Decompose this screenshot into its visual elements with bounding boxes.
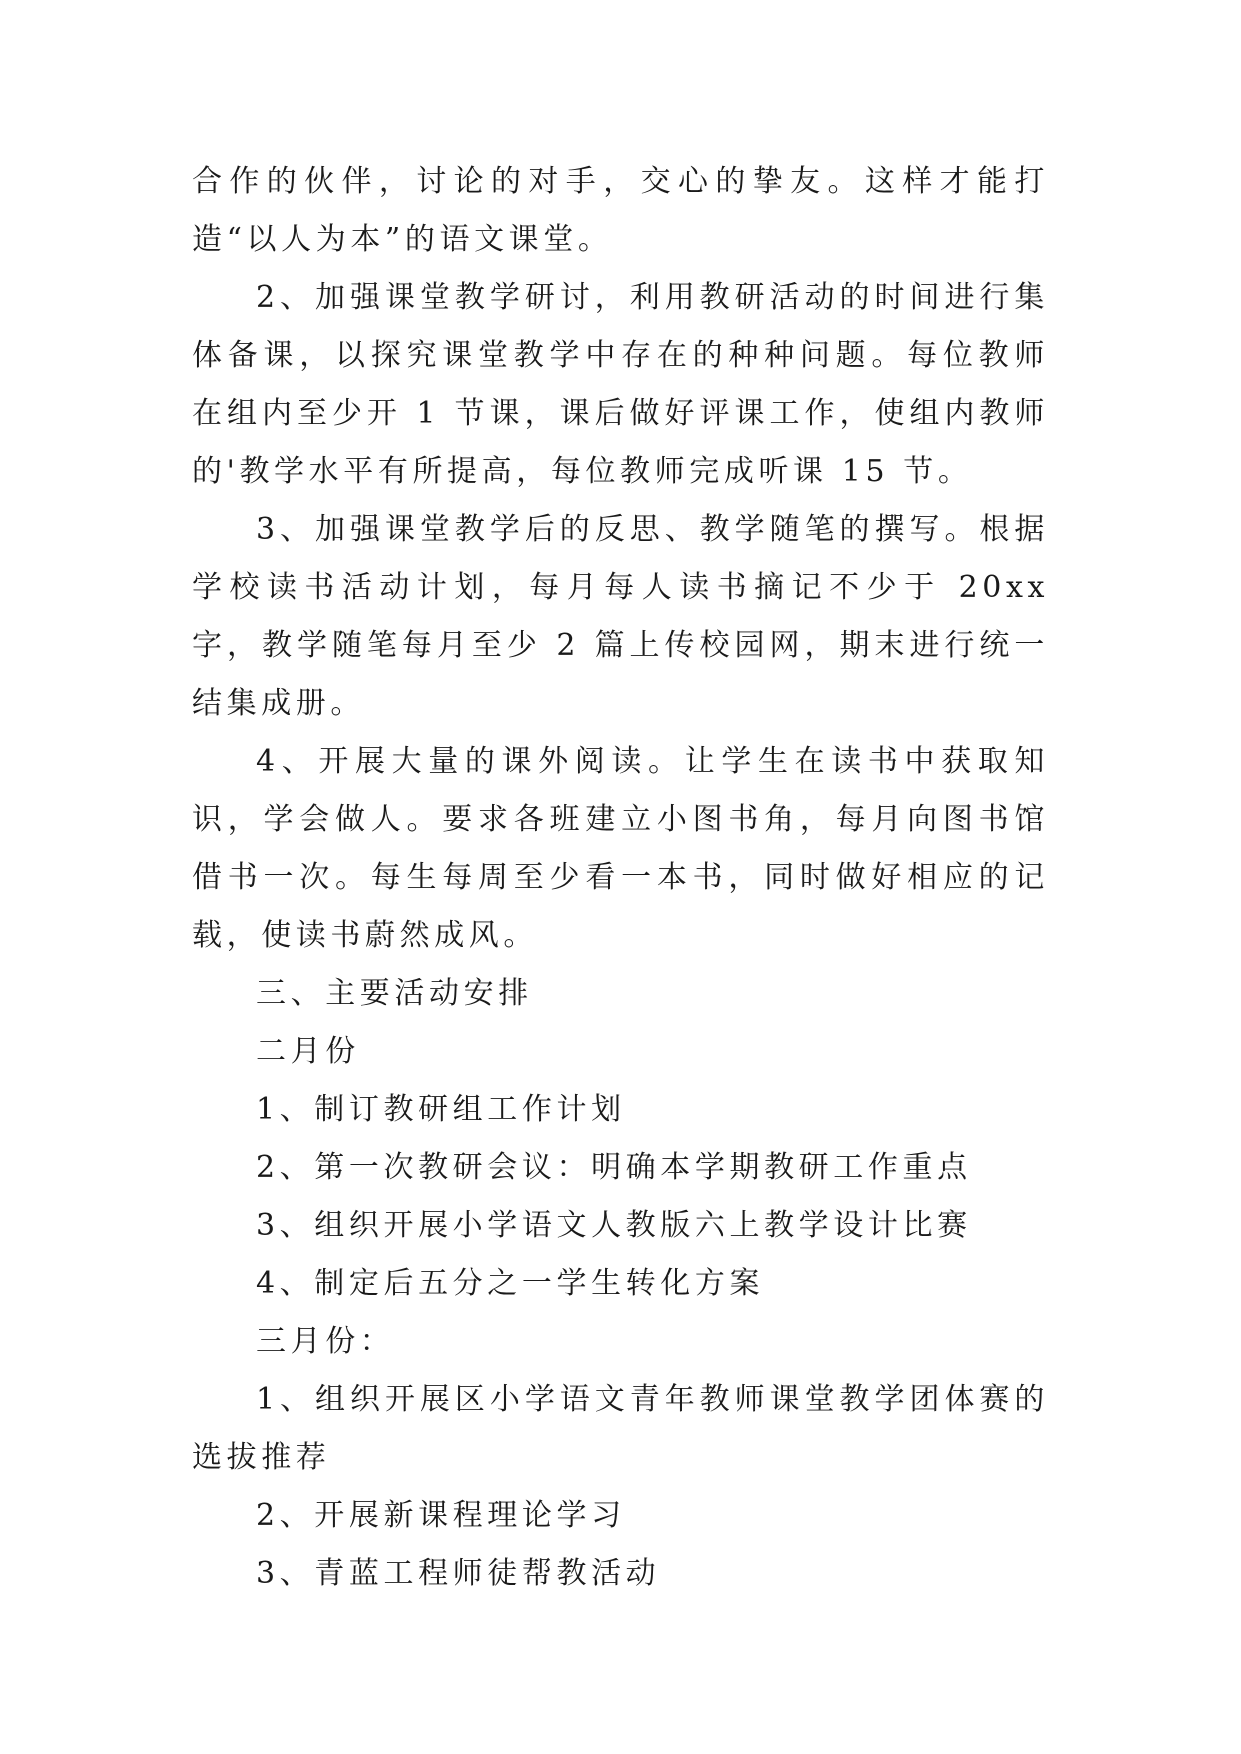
list-item: 1、组织开展区小学语文青年教师课堂教学团体赛的选拔推荐	[192, 1382, 1049, 1475]
month-heading-february: 二月份	[256, 1034, 360, 1069]
list-item: 3、组织开展小学语文人教版六上教学设计比赛	[256, 1208, 972, 1243]
paragraph-4: 4、开展大量的课外阅读。让学生在读书中获取知识，学会做人。要求各班建立小图书角，每月向图书馆借书一次。每生每周至少看一本书，同时做好相应的记载，使读书蔚然成风。	[192, 744, 1049, 953]
list-item: 2、开展新课程理论学习	[256, 1498, 626, 1533]
document-page	[192, 153, 1049, 1603]
month-heading-march: 三月份：	[256, 1324, 395, 1359]
list-item: 3、青蓝工程师徒帮教活动	[256, 1556, 661, 1591]
paragraph-3: 3、加强课堂教学后的反思、教学随笔的撰写。根据学校读书活动计划，每月每人读书摘记不少于 20xx 字，教学随笔每月至少 2 篇上传校园网，期末进行统一结集成册。	[192, 512, 1049, 721]
list-item: 1、制订教研组工作计划	[256, 1092, 626, 1127]
list-item: 4、制定后五分之一学生转化方案	[256, 1266, 765, 1301]
paragraph-2: 2、加强课堂教学研讨，利用教研活动的时间进行集体备课，以探究课堂教学中存在的种种问题。每位教师在组内至少开 1 节课，课后做好评课工作，使组内教师的'教学水平有所提高，每位教师完成听课 15 节。	[192, 280, 1049, 489]
list-item: 2、第一次教研会议：明确本学期教研工作重点	[256, 1150, 972, 1185]
paragraph-1: 合作的伙伴，讨论的对手，交心的挚友。这样才能打造“以人为本”的语文课堂。	[192, 164, 1049, 257]
section-heading-activities: 三、主要活动安排	[256, 976, 533, 1011]
